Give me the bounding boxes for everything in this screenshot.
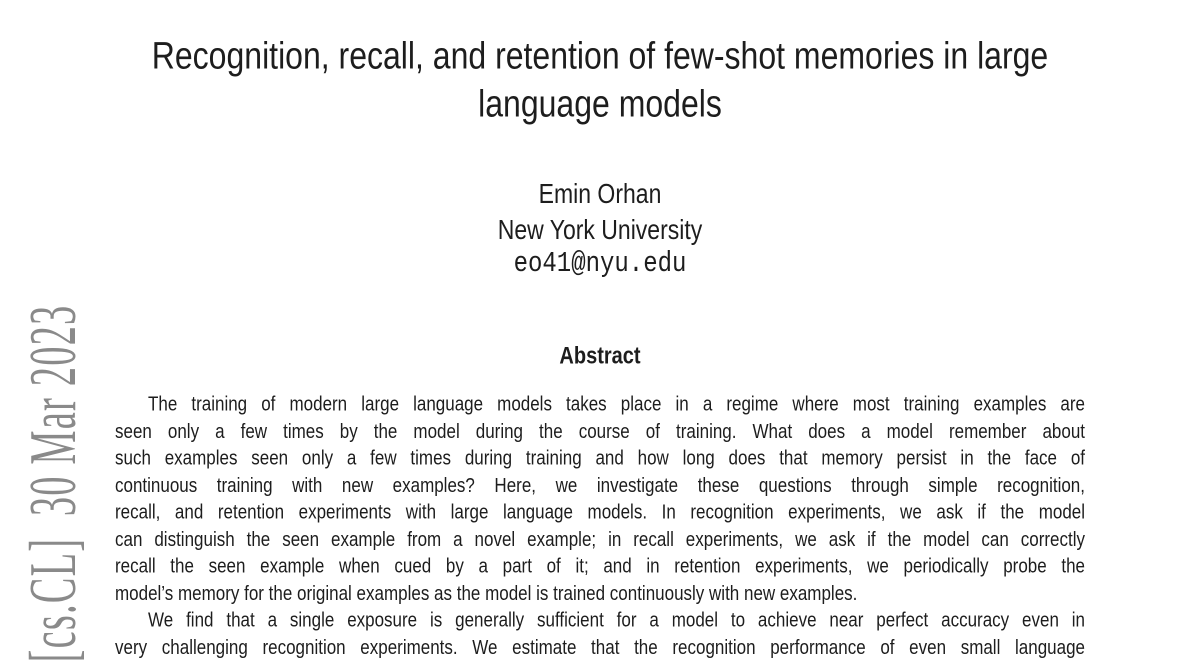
arxiv-sidebar-watermark: [cs.CL] 30 Mar 2023 (14, 304, 90, 662)
abstract-line: The training of modern large language models takes place in a regime where most training examples are (148, 392, 1085, 416)
paper-title-line-2: language models (478, 81, 722, 125)
author-email: eo41@nyu.edu (513, 248, 687, 281)
abstract-lines (115, 391, 1085, 661)
abstract-line: recall the seen example when cued by a part of it; and in retention experiments, we periodically probe the (115, 554, 1085, 578)
abstract-line: can distinguish the seen example from a novel example; in recall experiments, we ask if the model can correctly (115, 527, 1085, 551)
abstract-line: model’s memory for the original examples as the model is trained continuously with new examples. (115, 581, 858, 605)
abstract-line: such examples seen only a few times during training and how long does that memory persist in the face of (115, 446, 1085, 470)
abstract-line: continuous training with new examples? Here, we investigate these questions through simple recognition, (115, 473, 1085, 497)
paper-title (0, 31, 1200, 127)
abstract-line: very challenging recognition experiments. We estimate that the recognition performance of even small language (115, 635, 1085, 659)
author-name: Emin Orhan (538, 177, 662, 209)
abstract-line: recall, and retention experiments with large language models. In recognition experiments, we ask if the model (115, 500, 1085, 524)
author-affiliation: New York University (497, 213, 703, 245)
paper-title-line-1: Recognition, recall, and retention of few-shot memories in large (151, 33, 1049, 77)
abstract-heading: Abstract (559, 343, 641, 370)
abstract-line: We find that a single exposure is generally sufficient for a model to achieve near perfect accuracy even in (148, 608, 1085, 632)
author-block (0, 175, 1200, 283)
abstract-line: seen only a few times by the model during the course of training. What does a model remember about (115, 419, 1085, 443)
